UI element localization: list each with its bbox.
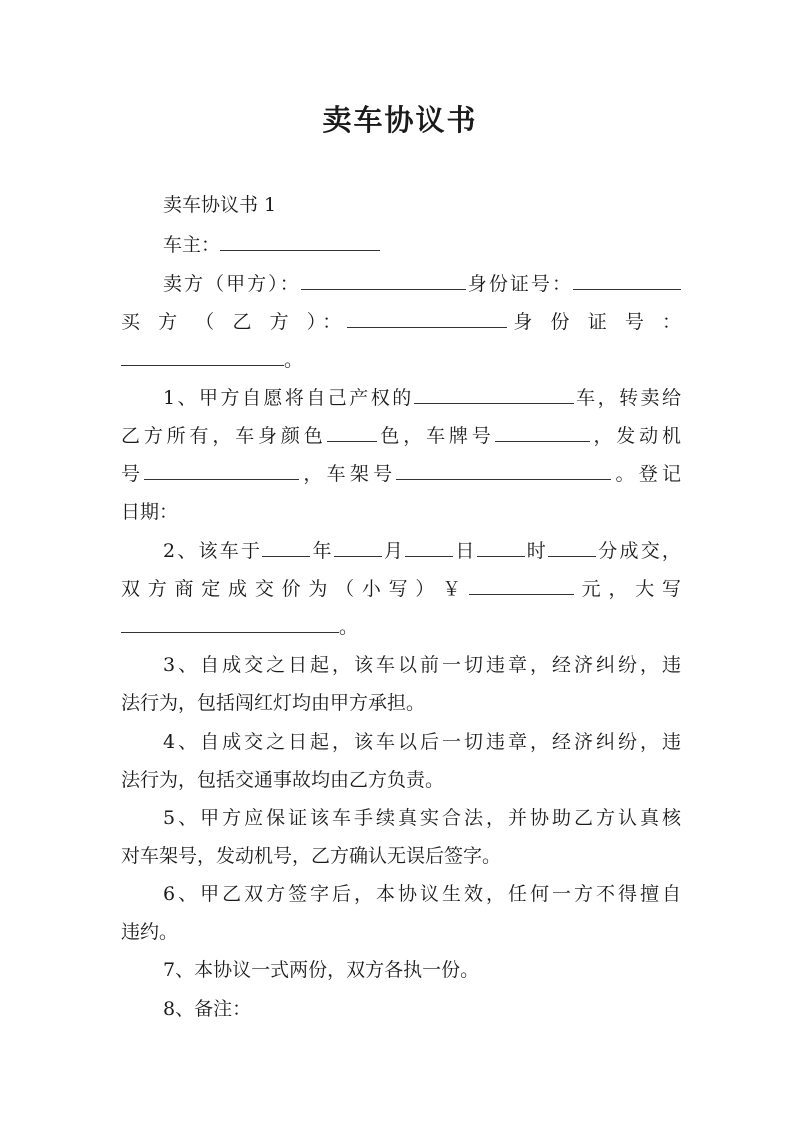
month-blank[interactable] <box>334 538 382 557</box>
clause-6-line-2: 违约。 <box>121 921 179 943</box>
clause-2-text-c: 元，大写 <box>573 578 681 600</box>
clause-6-line-1: 6、甲乙双方签字后，本协议生效，任何一方不得擅自 <box>163 883 681 905</box>
month-label: 月 <box>381 540 406 562</box>
clause-3-line-1: 3、自成交之日起，该车以前一切违章，经济纠纷，违 <box>163 654 681 676</box>
minute-blank[interactable] <box>548 538 596 557</box>
clause-5-line-2: 对车架号，发动机号，乙方确认无误后签字。 <box>121 845 502 867</box>
buyer-label: 买 方 （ 乙 方 ）： <box>121 311 348 333</box>
clause-1-text-b: 车，转卖给 <box>573 387 681 409</box>
clause-1-line-1 <box>163 385 681 411</box>
buyer-line <box>121 309 681 335</box>
clause-1-text-f: 号 <box>121 463 145 485</box>
frame-number-blank[interactable] <box>396 461 611 480</box>
clause-2-line-3 <box>121 614 681 640</box>
clause-3-line-2: 法行为，包括闯红灯均由甲方承担。 <box>121 692 426 714</box>
clause-2-line-1 <box>163 538 681 564</box>
clause-4-line-1: 4、自成交之日起，该车以后一切违章，经济纠纷，违 <box>163 731 681 753</box>
day-label: 日 <box>453 540 477 562</box>
seller-line <box>163 271 681 297</box>
clause-5-line-1: 5、甲方应保证该车手续真实合法，并协助乙方认真核 <box>163 807 681 829</box>
year-label: 年 <box>310 540 334 562</box>
clause-4-line-2: 法行为，包括交通事故均由乙方负责。 <box>121 769 445 791</box>
seller-id-blank[interactable] <box>573 271 681 290</box>
owner-blank[interactable] <box>220 232 380 251</box>
color-blank[interactable] <box>327 423 377 442</box>
clause-1-text-a: 1、甲方自愿将自己产权的 <box>163 387 414 409</box>
seller-name-blank[interactable] <box>301 271 466 290</box>
year-blank[interactable] <box>262 538 310 557</box>
buyer-id-period: 。 <box>284 349 304 371</box>
agreement-heading: 卖车协议书 1 <box>163 194 277 216</box>
engine-number-blank[interactable] <box>144 461 299 480</box>
document-title: 卖车协议书 <box>322 103 478 137</box>
seller-id-label: 身份证号： <box>465 273 573 295</box>
clause-2-line-2 <box>121 576 681 602</box>
hour-label: 时 <box>524 540 549 562</box>
buyer-id-label: 身 份 证 号 ： <box>507 311 681 333</box>
clause-1-line-4: 日期： <box>121 501 179 523</box>
minute-label: 分成交， <box>596 540 681 562</box>
car-model-blank[interactable] <box>414 385 574 404</box>
day-blank[interactable] <box>405 538 453 557</box>
clause-8: 8、备注： <box>163 998 252 1020</box>
clause-1-text-e: ，发动机 <box>589 425 681 447</box>
owner-label: 车主： <box>163 234 221 256</box>
clause-2-end: 。 <box>339 616 359 638</box>
clause-2-text-a: 2、该车于 <box>163 540 263 562</box>
plate-number-blank[interactable] <box>495 423 590 442</box>
price-number-blank[interactable] <box>469 576 574 595</box>
clause-2-text-b: 双方商定成交价为（小写）￥ <box>121 578 469 600</box>
clause-1-text-h: 。登记 <box>611 463 681 485</box>
clause-1-line-3 <box>121 461 681 487</box>
clause-1-text-g: ，车架号 <box>299 463 397 485</box>
clause-1-text-c: 乙方所有，车身颜色 <box>121 425 327 447</box>
clause-7: 7、本协议一式两份，双方各执一份。 <box>163 959 480 981</box>
owner-line <box>163 232 681 258</box>
clause-1-line-2 <box>121 423 681 449</box>
hour-blank[interactable] <box>477 538 525 557</box>
seller-label: 卖方（甲方）： <box>163 273 301 295</box>
buyer-id-line <box>121 347 681 373</box>
buyer-name-blank[interactable] <box>347 309 507 328</box>
clause-1-text-d: 色，车牌号 <box>376 425 495 447</box>
price-words-blank[interactable] <box>121 614 339 633</box>
buyer-id-blank[interactable] <box>121 347 284 366</box>
